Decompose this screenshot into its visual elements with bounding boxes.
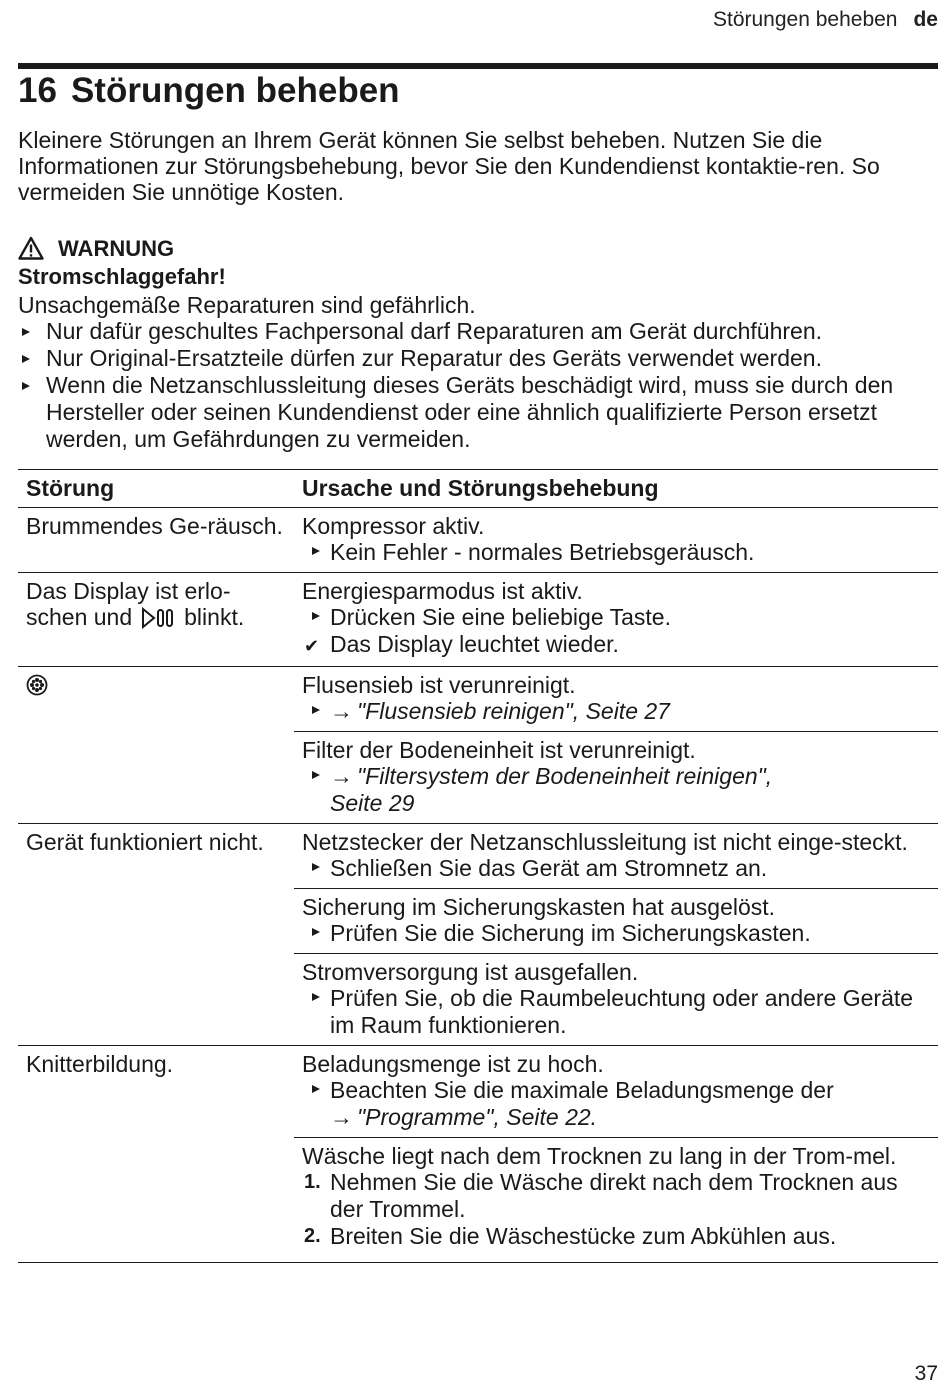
remedy-text: Schließen Sie das Gerät am Stromnetz an.	[330, 855, 768, 881]
cause-block	[294, 888, 938, 953]
cause-block	[294, 1046, 938, 1137]
table-row	[18, 1045, 938, 1263]
fault-text: blinkt.	[184, 604, 245, 630]
remedy-text: Beachten Sie die maximale Beladungsmenge der	[330, 1077, 834, 1103]
fault-cell	[18, 667, 294, 823]
running-header	[713, 8, 938, 32]
bullet-marker	[302, 604, 330, 631]
remedy-step	[302, 920, 930, 947]
warning-text: Unsachgemäße Reparaturen sind gefährlich.	[18, 292, 476, 318]
result-step	[302, 631, 930, 660]
table-header-row	[18, 469, 938, 507]
numbered-step	[302, 1223, 930, 1250]
start-pause-icon	[140, 607, 176, 634]
troubleshooting-table	[18, 469, 938, 1263]
running-header-section: Störungen beheben	[712, 8, 898, 31]
cause-text: Flusensieb ist verunreinigt.	[302, 672, 576, 698]
cross-reference-text: "Flusensieb reinigen", Seite 27	[357, 698, 670, 724]
cross-reference-text: Seite 29	[330, 790, 415, 816]
table-row	[18, 572, 938, 666]
numbered-step	[302, 1169, 930, 1223]
cause-block	[294, 508, 938, 572]
cause-block	[294, 667, 938, 731]
cross-reference-text: "Filtersystem der Bodeneinheit reinigen",	[357, 763, 773, 789]
remedy-step	[302, 763, 930, 817]
bullet-marker	[302, 1077, 330, 1131]
table-row	[18, 823, 938, 1045]
check-icon: ✔	[304, 636, 320, 656]
filter-icon	[26, 674, 48, 696]
step-text: Nehmen Sie die Wäsche direkt nach dem Trocknen aus der Trommel.	[330, 1169, 898, 1222]
warning-triangle-icon	[18, 236, 44, 260]
remedy-text: Prüfen Sie die Sicherung im Sicherungskasten.	[330, 920, 811, 946]
arrow-icon: →	[330, 698, 353, 724]
step-text: Breiten Sie die Wäschestücke zum Abkühlen aus.	[330, 1223, 837, 1249]
remedy-step	[302, 1077, 930, 1131]
bullet-marker	[302, 539, 330, 566]
table-row	[18, 507, 938, 572]
cause-text: Stromversorgung ist ausgefallen.	[302, 959, 639, 985]
step-number: 2.	[304, 1225, 321, 1247]
cause-text: Filter der Bodeneinheit ist verunreinigt.	[302, 737, 696, 763]
warning-bullet: Wenn die Netzanschlussleitung dieses Geräts beschädigt wird, muss sie durch den Hersteller oder seinen Kundendienst oder eine ähnlich qualifizierte Person ersetzt werden, um Gefährdungen zu vermeiden.	[18, 372, 938, 453]
arrow-icon: →	[330, 1104, 353, 1130]
bullet-marker	[302, 985, 330, 1039]
warning-block	[18, 230, 938, 453]
remedy-step	[302, 985, 930, 1039]
result-text: Das Display leuchtet wieder.	[330, 631, 619, 657]
bullet-marker	[302, 763, 330, 817]
remedy-step	[302, 855, 930, 882]
column-header-cause: Ursache und Störungsbehebung	[302, 475, 659, 501]
cross-reference-text: "Programme", Seite 22.	[357, 1104, 598, 1130]
cause-text: Netzstecker der Netzanschlussleitung ist nicht einge-steckt.	[302, 829, 908, 855]
remedy-step	[302, 604, 930, 631]
cause-text: Energiesparmodus ist aktiv.	[302, 578, 583, 604]
remedy-text: Kein Fehler - normales Betriebsgeräusch.	[330, 539, 755, 565]
warning-subtitle: Stromschlaggefahr!	[18, 264, 226, 289]
cause-block	[294, 731, 938, 823]
arrow-icon: →	[330, 763, 353, 789]
cause-text: Kompressor aktiv.	[302, 513, 485, 539]
step-number: 1.	[304, 1171, 321, 1193]
warning-heading	[18, 230, 938, 266]
cross-reference-link[interactable]	[330, 698, 670, 725]
cause-block	[294, 1137, 938, 1262]
warning-label: WARNUNG	[58, 235, 175, 261]
cause-block	[294, 953, 938, 1045]
cause-text: Wäsche liegt nach dem Trocknen zu lang in der Trom-mel.	[302, 1143, 897, 1169]
cause-block	[294, 573, 938, 666]
remedy-step	[302, 539, 930, 566]
page-number: 37	[914, 1362, 938, 1385]
fault-cell	[18, 573, 294, 666]
language-code: de	[913, 8, 938, 31]
manual-page	[18, 0, 938, 1392]
warning-bullet: Nur dafür geschultes Fachpersonal darf Reparaturen am Gerät durchführen.	[18, 318, 938, 345]
warning-bullet: Nur Original-Ersatzteile dürfen zur Reparatur des Geräts verwendet werden.	[18, 345, 938, 372]
cross-reference-link[interactable]	[330, 763, 772, 817]
bullet-marker	[302, 698, 330, 725]
chapter-number: 16	[18, 71, 57, 110]
cause-text: Beladungsmenge ist zu hoch.	[302, 1051, 604, 1077]
column-header-fault: Störung	[26, 475, 115, 501]
warning-bullet-list	[18, 318, 938, 453]
chapter-title	[18, 68, 400, 114]
cause-block	[294, 824, 938, 888]
remedy-step	[302, 698, 930, 725]
fault-cell: Knitterbildung.	[26, 1051, 174, 1077]
table-row	[18, 666, 938, 823]
intro-paragraph: Kleinere Störungen an Ihrem Gerät können Sie selbst beheben. Nutzen Sie die Informationen zur Störungsbehebung, bevor Sie den Kundendienst kontaktie-ren. So vermeiden Sie unnötige Kosten.	[18, 127, 880, 205]
fault-text: Das Display ist erlo-schen und	[26, 578, 231, 630]
fault-cell: Gerät funktioniert nicht.	[26, 829, 264, 855]
remedy-text: Drücken Sie eine beliebige Taste.	[330, 604, 671, 630]
chapter-title-text: Störungen beheben	[70, 71, 400, 110]
fault-cell: Brummendes Ge-räusch.	[26, 513, 283, 539]
cross-reference-link[interactable]	[330, 1104, 597, 1130]
remedy-text: Prüfen Sie, ob die Raumbeleuchtung oder andere Geräte im Raum funktionieren.	[330, 985, 914, 1038]
bullet-marker	[302, 920, 330, 947]
bullet-marker	[302, 855, 330, 882]
cause-text: Sicherung im Sicherungskasten hat ausgelöst.	[302, 894, 776, 920]
